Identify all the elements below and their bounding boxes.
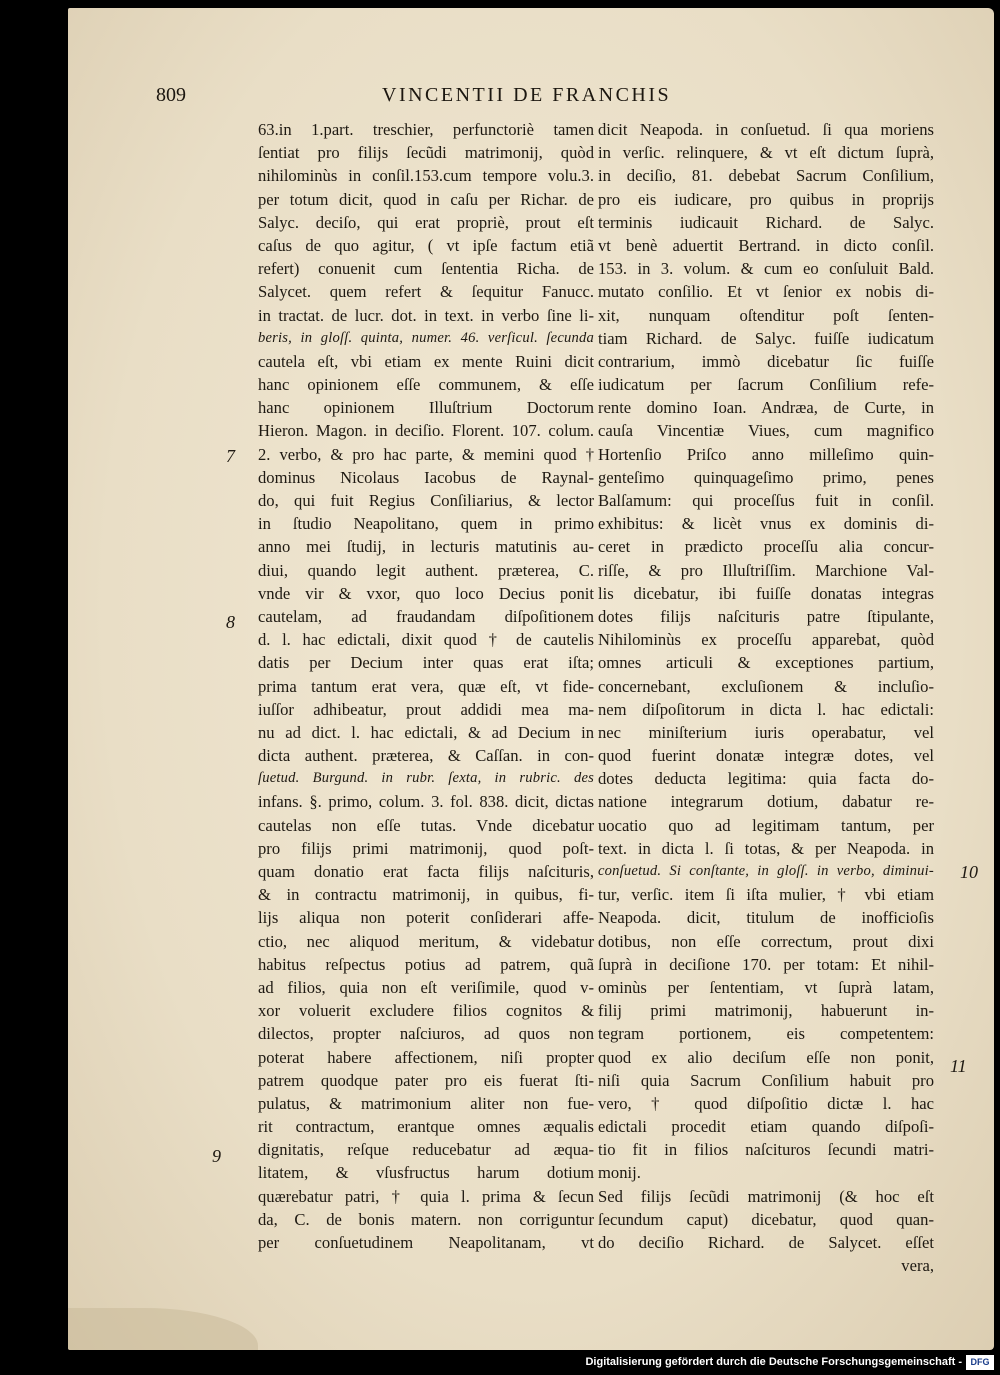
left-column-line: infans. §. primo, colum. 3. fol. 838. dicit, dictas <box>258 792 594 812</box>
right-column-line: Hortenſio Priſco anno milleſimo quin- <box>598 444 934 464</box>
left-column-line: pro filijs primi matrimonij, quod poſt- <box>258 838 594 858</box>
left-column-line: quærebatur patri, † quia l. prima & ſecun <box>258 1186 594 1206</box>
right-column-line: in verſic. relinquere, & vt eſt dictum ſuprà, <box>598 143 934 163</box>
right-column-line: filij primi matrimonij, habuerunt in- <box>598 1001 934 1021</box>
right-column-line: ſecundum caput) dicebatur, quod quan- <box>598 1209 934 1229</box>
right-column-line: ſuprà in deciſione 170. per totam: Et nihil- <box>598 954 934 974</box>
right-column-line: quod ex alio deciſum eſſe non ponit, <box>598 1047 934 1067</box>
right-column-line: in deciſio, 81. debebat Sacrum Conſilium, <box>598 166 934 186</box>
right-column-line: do deciſio Richard. de Salycet. eſſet <box>598 1233 934 1252</box>
right-column-line: niſi quia Sacrum Conſilium habuit pro <box>598 1070 934 1090</box>
left-column-line: vnde vir & vxor, quo loco Decius ponit <box>258 583 594 603</box>
left-column-line: hanc opinionem Illuſtrium Doctorum <box>258 398 594 418</box>
left-column-line: in tractat. de lucr. dot. in text. in verbo ſine li- <box>258 305 594 325</box>
right-column-line: tiam Richard. de Salyc. fuiſſe iudicatum <box>598 328 934 348</box>
left-column-line: dilectos, propter naſciuros, ad quos non <box>258 1024 594 1044</box>
left-column-line: ſentiat pro filijs ſecũdi matrimonij, quòd <box>258 143 594 163</box>
right-column-line: tegram portionem, eis competentem: <box>598 1024 934 1044</box>
right-column-line: ceret in prædicto proceſſu alia concur- <box>598 537 934 557</box>
right-column-line: mutato conſilio. Et vt ſenior ex nobis di- <box>598 282 934 302</box>
left-column-line: dominus Nicolaus Iacobus de Raynal- <box>258 467 594 487</box>
right-text-column <box>598 118 934 1277</box>
dfg-logo: DFG <box>966 1355 994 1370</box>
right-column-line: Balſamum: qui proceſſus fuit in conſil. <box>598 491 934 510</box>
left-column-line: xor voluerit excludere filios cognitos & <box>258 1001 594 1021</box>
right-column-line: monij. <box>598 1163 641 1183</box>
left-column-line: Salyc. deciſo, qui erat propriè, prout eſt <box>258 212 594 232</box>
right-column-line: dotes deducta legitima: quia facta do- <box>598 769 934 789</box>
left-column-line: nu ad dict. l. hac edictali, & ad Decium in <box>258 722 594 742</box>
footer-bar <box>0 1353 1000 1375</box>
right-column-line: lis dicebatur, ibi fuiſſe donatas integras <box>598 583 934 603</box>
right-column-line: vero, † quod diſpoſitio dictæ l. hac <box>598 1093 934 1113</box>
right-column-line: nec miniſterium iuris operabatur, vel <box>598 722 934 742</box>
left-column-line: poterat habere affectionem, niſi propter <box>258 1047 594 1067</box>
right-column-line: Nihilominùs ex proceſſu apparebat, quòd <box>598 630 934 650</box>
left-column-line: 63.in 1.part. treschier, perfunctoriè tamen <box>258 120 594 139</box>
margin-number-8: 8 <box>226 612 235 632</box>
right-column-line: concernebant, excluſionem & incluſio- <box>598 676 934 696</box>
margin-number-10: 10 <box>960 862 978 882</box>
left-column-line: nihilominùs in conſil.153.cum tempore volu.3. <box>258 166 594 186</box>
right-column-line: cauſa Vincentiæ Viues, cum magnifico <box>598 421 934 441</box>
right-column-line: vera, <box>901 1256 934 1276</box>
left-column-line: hanc opinionem eſſe communem, & eſſe <box>258 375 594 395</box>
right-column-line: terminis iudicauit Richard. de Salyc. <box>598 212 934 232</box>
right-column-line: dotes filijs naſcituris patre ſtipulante, <box>598 606 934 626</box>
left-column-line: refert) conuenit cum ſententia Richa. de <box>258 259 594 279</box>
left-column-line: rit contractum, erantque omnes æqualis <box>258 1117 594 1137</box>
right-column-line: exhibitus: & licèt vnus ex dominis di- <box>598 514 934 534</box>
left-column-line: beris, in gloſſ. quinta, numer. 46. verſicul. ſecunda <box>258 329 594 346</box>
torn-paper-edge <box>68 1308 258 1350</box>
left-column-line: per conſuetudinem Neapolitanam, vt <box>258 1233 594 1252</box>
left-column-line: dicta authent. præterea, & Caſſan. in con- <box>258 746 594 766</box>
left-column-line: datis per Decium inter quas erat iſta; <box>258 653 594 673</box>
right-column-line: nem diſpoſitorum in dicta l. hac edictali: <box>598 699 934 719</box>
right-column-line: xit, nunquam oſtenditur poſt ſenten- <box>598 305 934 325</box>
right-column-line: vt benè aduertit Bertrand. in dicto conſil. <box>598 235 934 255</box>
right-column-line: uocatio quo ad legitimam tantum, per <box>598 815 934 835</box>
right-column-line: 153. in 3. volum. & cum eo conſuluit Bald. <box>598 259 934 279</box>
margin-number-11: 11 <box>950 1056 967 1076</box>
left-column-line: ſuetud. Burgund. in rubr. ſexta, in rubric. des <box>258 770 594 787</box>
funding-credit: Digitalisierung gefördert durch die Deutsche Forschungsgemeinschaft - <box>585 1356 962 1368</box>
left-column-line: quam donatio erat facta filijs naſcituris, <box>258 862 594 881</box>
right-column-line: text. in dicta l. ſi totas, & per Neapoda. in <box>598 838 934 858</box>
left-column-line: cautelam, ad fraudandam diſpoſitionem <box>258 606 594 626</box>
right-column-line: pro eis iudicare, pro quibus in proprijs <box>598 189 934 209</box>
left-column-line: ctio, nec aliquod meritum, & videbatur <box>258 931 594 951</box>
left-column-line: & in contractu matrimonij, in quibus, fi- <box>258 885 594 905</box>
right-column-line: contrarium, immò dicebatur ſic fuiſſe <box>598 351 934 371</box>
page-header <box>156 84 846 114</box>
left-column-line: iuſſor adhibeatur, prout addidi mea ma- <box>258 699 594 719</box>
left-column-line: caſus de quo agitur, ( vt ipſe factum etiã <box>258 235 594 255</box>
right-column-line: dicit Neapoda. in conſuetud. ſi qua moriens <box>598 120 934 139</box>
left-column-line: diui, quando legit authent. præterea, C. <box>258 560 594 580</box>
left-column-line: da, C. de bonis matern. non corriguntur <box>258 1209 594 1229</box>
left-column-line: habitus reſpectus potius ad patrem, quã <box>258 954 594 974</box>
left-column-line: do, qui fuit Regius Conſiliarius, & lector <box>258 491 594 510</box>
right-column-line: omnes articuli & exceptiones partium, <box>598 653 934 673</box>
right-column-line: tur, verſic. item ſi iſta mulier, † vbi etiam <box>598 885 934 905</box>
left-column-line: lijs aliqua non poterit conſiderari affe- <box>258 908 594 928</box>
right-column-line: rente domino Ioan. Andræa, de Curte, in <box>598 398 934 418</box>
right-column-line: conſuetud. Si conſtante, in gloſſ. in verbo, diminui- <box>598 863 934 879</box>
left-column-line: d. l. hac edictali, dixit quod † de cautelis <box>258 630 594 650</box>
right-column-line: natione integrarum dotium, dabatur re- <box>598 792 934 812</box>
left-column-line: Salycet. quem refert & ſequitur Fanucc. <box>258 282 594 302</box>
page-number: 809 <box>156 84 186 106</box>
right-column-line: dotibus, non eſſe correctum, prout dixi <box>598 931 934 951</box>
left-column-line: cautelas non eſſe tutas. Vnde dicebatur <box>258 815 594 835</box>
right-column-line: Neapoda. dicit, titulum de inofficioſis <box>598 908 934 928</box>
left-column-line: anno mei ſtudij, in lecturis matutinis au- <box>258 537 594 557</box>
right-column-line: genteſimo quinquageſimo primo, penes <box>598 467 934 487</box>
left-column-line: dignitatis, reſque reducebatur ad æqua- <box>258 1140 594 1160</box>
running-title: VINCENTII DE FRANCHIS <box>382 84 672 106</box>
left-column-line: Hieron. Magon. in deciſio. Florent. 107. colum. <box>258 421 594 441</box>
left-column-line: prima tantum erat vera, quæ eſt, vt fide- <box>258 676 594 696</box>
right-column-line: Sed filijs ſecũdi matrimonij (& hoc eſt <box>598 1186 934 1206</box>
margin-number-7: 7 <box>226 446 235 466</box>
left-column-line: pulatus, & matrimonium aliter non fue- <box>258 1093 594 1113</box>
left-column-line: 2. verbo, & pro hac parte, & memini quod † <box>258 444 594 464</box>
left-column-line: ad filios, quia non eſt veriſimile, quod v- <box>258 977 594 997</box>
right-column-line: ominùs per ſententiam, vt ſuprà latam, <box>598 977 934 997</box>
left-column-line: per totum dicit, quod in caſu per Richar. de <box>258 189 594 209</box>
left-column-line: patrem quodque pater pro eis fuerat ſti- <box>258 1070 594 1090</box>
left-column-line: cautela eſt, vbi etiam ex mente Ruini dicit <box>258 351 594 371</box>
right-column-line: tio fit in filios naſcituros ſecundi matri- <box>598 1140 934 1160</box>
right-column-line: iudicatum per ſacrum Conſilium refe- <box>598 375 934 395</box>
right-column-line: edictali procedit etiam quando diſpoſi- <box>598 1117 934 1137</box>
left-text-column <box>258 118 594 1254</box>
right-column-line: quod fuerint donatæ integræ dotes, vel <box>598 746 934 766</box>
left-column-line: litatem, & vſusfructus harum dotium <box>258 1163 594 1183</box>
left-column-line: in ſtudio Neapolitano, quem in primo <box>258 514 594 534</box>
margin-number-9: 9 <box>212 1146 221 1166</box>
right-column-line: riſſe, & pro Illuſtriſſim. Marchione Val- <box>598 560 934 580</box>
